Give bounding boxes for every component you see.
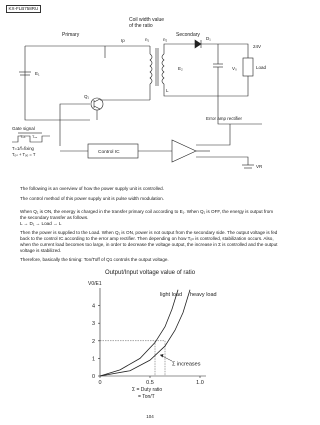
series-line-light-load	[100, 290, 178, 376]
n2-label: n₂	[163, 37, 168, 42]
y-tick-label: 4	[92, 303, 96, 310]
control-ic-label: Control IC	[98, 150, 120, 155]
coil-title-1: Coil width value	[129, 17, 165, 23]
d1-label: D₁	[206, 36, 211, 41]
series-label-light-load: light load	[160, 291, 183, 298]
para-3-line-2: the secondary transfer as follows.	[20, 215, 89, 220]
chart-title: Output/Input voltage value of ratio	[104, 270, 196, 276]
para-3-line-3: L → D₁ → Load → L	[20, 221, 62, 226]
annotation-arrowhead	[160, 354, 164, 358]
para-5: Therefore, basically the timing: Ton/Toff of Q1 controls the output voltage.	[20, 257, 169, 262]
load-label: Load	[256, 65, 267, 70]
v24-label: 24V	[253, 44, 262, 49]
x-tick-label: 0	[98, 380, 102, 386]
y-tick-label: 1	[92, 356, 96, 363]
circuit-diagram	[0, 0, 300, 185]
y-tick-label: 0	[92, 374, 96, 380]
para-2: The control method of this power supply unit is pulse width modulation.	[20, 196, 165, 201]
t-fixing-2: Tₒₙ + Tₒₒ = T	[12, 152, 36, 157]
t-fixing-1: T=1/f=fixing	[12, 146, 34, 151]
vr-label: VR	[256, 164, 263, 169]
l-label: L	[166, 88, 169, 93]
y-tick-label: 2	[92, 338, 96, 345]
x-tick-label: 0.5	[146, 380, 154, 386]
page-number: 104	[146, 414, 154, 419]
chart-ylabel: V0/E1	[88, 281, 102, 287]
n1-label: n₁	[145, 37, 150, 42]
annotation-sigma-increases: Σ increases	[172, 361, 201, 368]
e1-label: E₁	[35, 71, 40, 76]
para-4-line-2: back to the control IC according to the error amp rectifier. Then depending on how Tₒₙ is controlled, stabilization occurs. Also,	[20, 236, 274, 241]
voltage-ratio-chart	[0, 266, 300, 412]
x-tick-label: 1.0	[196, 380, 204, 386]
chart-xlabel-2: = Ton/T	[138, 394, 155, 400]
secondary-label: Secondary	[176, 32, 200, 38]
ip-label: Ip	[121, 38, 125, 43]
y-tick-label: 3	[92, 321, 96, 328]
v0-label: V₀	[232, 66, 237, 71]
error-amp-label: Error amp rectifier	[206, 116, 243, 121]
chart-xlabel-1: Σ = Duty ratio	[132, 387, 163, 393]
model-label: KX-FLB758RU	[6, 5, 41, 13]
ton-label: Tₒₙ	[20, 135, 26, 139]
para-4-line-1: Then the power is supplied to the Load. When Q₁ is ON, power is not output from the secondary side. The output voltage is fed	[20, 230, 278, 235]
coil-title-2: of the ratio	[129, 23, 153, 29]
para-4-line-3: when the current load becomes too large, in order to decrease the voltage output, the increase in Σ is controlled and the output	[20, 242, 278, 247]
para-3-line-1: When Q₁ is ON, the energy is charged in the transfer primary coil according to E₁. When Q₁ is OFF, the energy is output from	[20, 209, 274, 214]
q1-label: Q₁	[84, 94, 90, 99]
primary-label: Primary	[62, 32, 80, 38]
toff-label: Tₒₒ	[32, 135, 38, 139]
series-label-heavy-load: heavy load	[190, 291, 217, 298]
gate-signal-label: Gate signal	[12, 126, 35, 131]
para-4-line-4: voltage is stabilized.	[20, 248, 62, 253]
e2-label: E₂	[178, 66, 183, 71]
para-1: The following is an overview of how the power supply unit is controlled.	[20, 186, 165, 191]
